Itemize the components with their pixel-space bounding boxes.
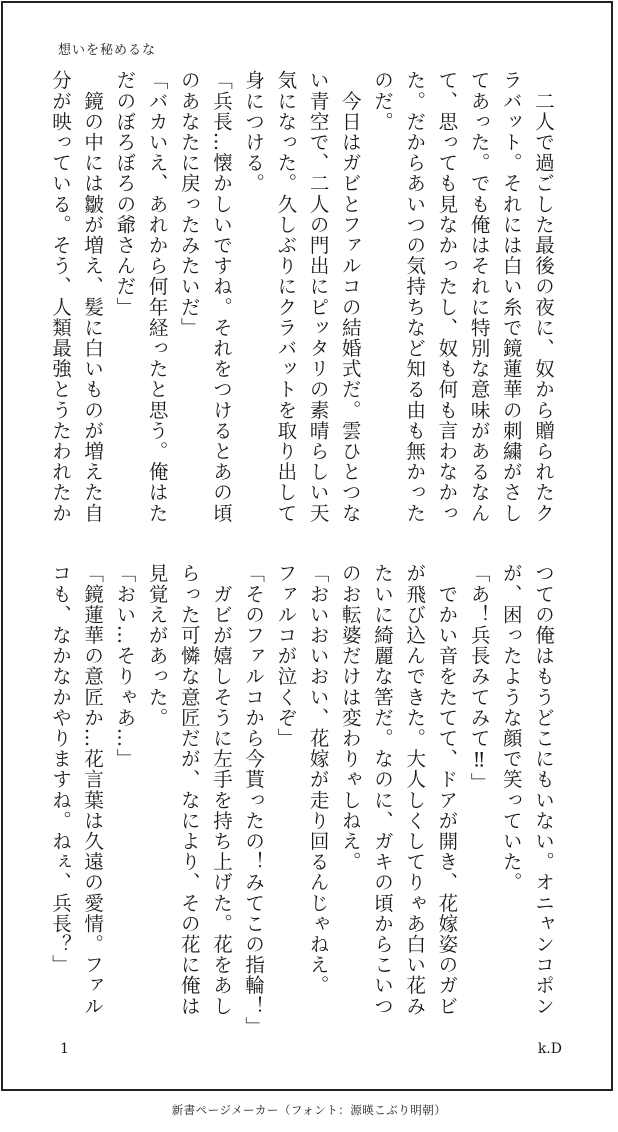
page-number: 1 xyxy=(60,1041,69,1057)
text-line: 「あ！兵長みてみて‼」 xyxy=(467,563,491,794)
text-line: が、困ったような顔で笑っていた。 xyxy=(499,563,523,893)
text-line: のお転婆だけは変わりゃしねえ。 xyxy=(338,563,362,872)
text-line: 身につける。 xyxy=(242,70,266,194)
text-line: 分が映っている。そう、人類最強とうたわれたか xyxy=(48,70,72,524)
text-line: だのぼろぼろの爺さんだ」 xyxy=(113,70,137,318)
text-line: 見覚えがあった。 xyxy=(145,563,169,728)
text-line: のあなたに戻ったみたいだ」 xyxy=(177,70,201,338)
text-line: ファルコが泣くぞ」 xyxy=(274,563,298,749)
text-line: 今日はガビとファルコの結婚式だ。雲ひとつな xyxy=(338,70,362,524)
author-credit: k.D xyxy=(537,1041,562,1057)
text-line: 「おいおいおい、花嫁が走り回るんじゃねえ。 xyxy=(306,563,330,996)
text-line: た。だからあいつの気持ちなど知る由も無かった xyxy=(403,70,427,524)
text-line: 二人で過ごした最後の夜に、奴から贈られたク xyxy=(532,70,555,524)
book-page xyxy=(1,1,613,1091)
text-line: て、思っても見なかったし、奴も何も言わなかっ xyxy=(435,70,459,524)
text-line: 気になった。久しぶりにクラバットを取り出して xyxy=(274,70,298,524)
text-line: ガビが嬉しそうに左手を持ち上げた。花をあし xyxy=(209,563,233,1017)
text-line: が飛び込んできた。大人しくしてりゃあ白い花み xyxy=(403,563,427,1017)
text-line: い青空で、二人の門出にピッタリの素晴らしい天 xyxy=(306,70,330,524)
upper-text-block xyxy=(44,70,559,540)
text-line: らった可憐な意匠だが、なにより、その花に俺は xyxy=(177,563,201,1017)
text-line: つての俺はもうどこにもいない。オニャンコポン xyxy=(532,563,555,1017)
text-line: てあった。でも俺はそれに特別な意味があるなん xyxy=(467,70,491,524)
text-line: 「兵長…懐かしいですね。それをつけるとあの頃 xyxy=(209,70,233,524)
text-line: 「鏡蓮華の意匠か…花言葉は久遠の愛情。ファル xyxy=(81,563,105,1017)
text-line: 「そのファルコから今貰ったの！みてこの指輪！」 xyxy=(242,563,266,1037)
text-line: でかい音をたてて、ドアが開き、花嫁姿のガビ xyxy=(435,563,459,1017)
footer-caption: 新書ページメーカー（フォント：源暎こぶり明朝） xyxy=(171,1103,447,1117)
page-title: 想いを秘めるな xyxy=(58,43,157,58)
lower-text-block xyxy=(44,563,559,1037)
text-line: 「バカいえ、あれから何年経ったと思う。俺はた xyxy=(145,70,169,524)
text-line: たいに綺麗な筈だ。なのに、ガキの頃からこいつ xyxy=(370,563,394,1017)
text-line: コも、なかなかやりますね。ねぇ、兵長？」 xyxy=(48,563,72,975)
text-line: 「おい…そりゃあ…」 xyxy=(113,563,137,769)
text-line: 鏡の中には皺が増え、髪に白いものが増えた自 xyxy=(81,70,105,524)
text-line: ラバット。それには白い糸で鏡蓮華の刺繍がさし xyxy=(499,70,523,524)
text-line: のだ。 xyxy=(370,70,394,132)
